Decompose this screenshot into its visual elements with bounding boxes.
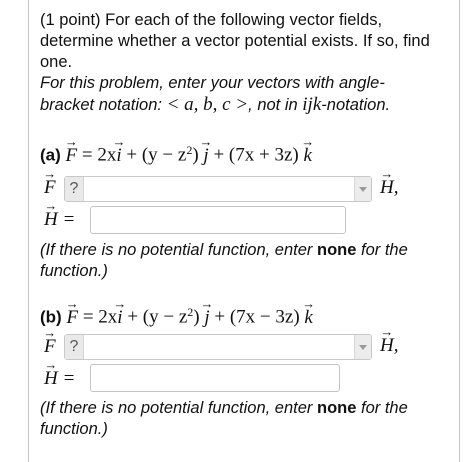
vector-H-label bbox=[380, 177, 398, 199]
part-a-label: (a) bbox=[40, 145, 61, 165]
vector-H: → H bbox=[380, 177, 394, 199]
vector-H: → H bbox=[44, 209, 58, 231]
comma: , bbox=[393, 177, 399, 198]
unit-j: → j bbox=[204, 307, 209, 329]
H-answer-input[interactable] bbox=[90, 364, 340, 392]
note-text: for the bbox=[356, 399, 408, 417]
unit-i: → i bbox=[116, 145, 121, 167]
eq-part-2: + (y − z bbox=[121, 144, 187, 166]
chevron-down-icon bbox=[354, 177, 371, 201]
equals: = bbox=[62, 368, 76, 389]
vector-F: → F bbox=[66, 307, 78, 329]
unit-j: → j bbox=[203, 145, 208, 167]
intro-line-3: one. bbox=[40, 53, 73, 71]
H-equals-label bbox=[44, 209, 75, 231]
intro-line-4: For this problem, enter your vectors with angle- bbox=[40, 74, 385, 92]
unit-k: → k bbox=[304, 307, 312, 329]
superscript: 2 bbox=[187, 305, 194, 319]
comma: , bbox=[393, 335, 399, 356]
eq-part-2: + (y − z bbox=[122, 306, 188, 328]
eq-part-3: ) bbox=[193, 306, 205, 328]
problem-intro bbox=[40, 10, 460, 116]
eq-part-4: + (7x − 3z) bbox=[209, 306, 305, 328]
superscript: 2 bbox=[186, 143, 193, 157]
vector-F: → F bbox=[44, 177, 56, 199]
part-a-equation bbox=[40, 143, 312, 167]
vector-H: → H bbox=[44, 368, 58, 390]
operator-F-label bbox=[44, 336, 56, 358]
select-value: ? bbox=[65, 177, 84, 201]
part-b-note bbox=[40, 398, 460, 440]
unit-k: → k bbox=[303, 145, 311, 167]
part-b-label: (b) bbox=[40, 307, 62, 327]
intro-line-5-a: bracket notation: bbox=[40, 96, 167, 114]
part-a-note bbox=[40, 240, 460, 282]
part-b-equation bbox=[40, 305, 313, 329]
intro-line-5-c: -notation. bbox=[321, 96, 391, 114]
equals: = bbox=[62, 209, 76, 230]
vector-F: → F bbox=[66, 145, 78, 167]
unit-i: → i bbox=[117, 307, 122, 329]
operator-F-label bbox=[44, 177, 56, 199]
note-text: (If there is no potential function, enter bbox=[40, 241, 317, 259]
operator-select[interactable] bbox=[64, 334, 372, 360]
note-none: none bbox=[317, 399, 357, 417]
operator-select[interactable] bbox=[64, 176, 372, 202]
eq-part-3: ) bbox=[192, 144, 204, 166]
vector-F: → F bbox=[44, 336, 56, 358]
ijk-notation: ijk bbox=[302, 94, 322, 115]
eq-part-1: = 2x bbox=[77, 144, 117, 166]
select-value: ? bbox=[65, 335, 84, 359]
angle-bracket-notation: < a, b, c > bbox=[166, 94, 249, 115]
eq-part-4: + (7x + 3z) bbox=[208, 144, 304, 166]
intro-line-5-b: , not in bbox=[248, 96, 303, 114]
note-none: none bbox=[317, 241, 357, 259]
vector-H: → H bbox=[380, 335, 394, 357]
vector-H-label bbox=[380, 335, 398, 357]
intro-line-2: determine whether a vector potential exists. If so, find bbox=[40, 32, 430, 50]
note-text: (If there is no potential function, enter bbox=[40, 399, 317, 417]
note-text: function.) bbox=[40, 420, 108, 438]
note-text: for the bbox=[356, 241, 408, 259]
note-text: function.) bbox=[40, 262, 108, 280]
chevron-down-icon bbox=[354, 335, 371, 359]
H-equals-label bbox=[44, 368, 75, 390]
eq-part-1: = 2x bbox=[78, 306, 118, 328]
H-answer-input[interactable] bbox=[90, 206, 346, 234]
intro-line-1: (1 point) For each of the following vector fields, bbox=[40, 11, 383, 29]
intro-line-5 bbox=[40, 94, 460, 116]
